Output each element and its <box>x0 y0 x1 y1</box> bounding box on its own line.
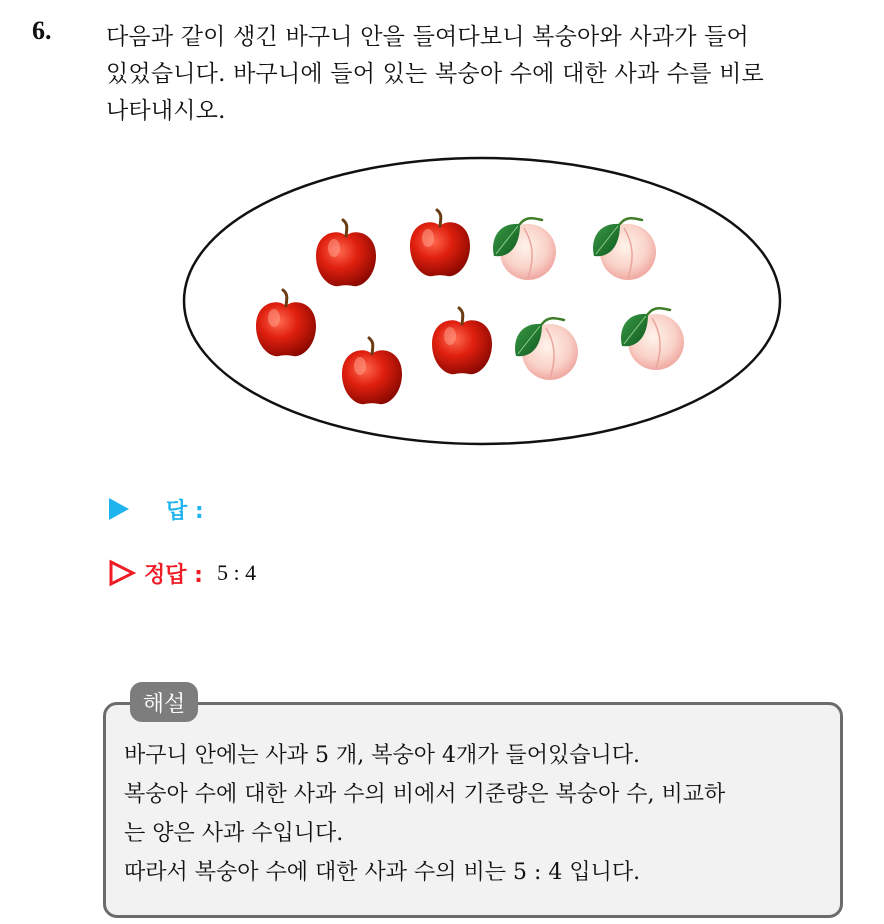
answer-label: 답 : <box>166 498 204 524</box>
explanation-line-3: 는 양은 사과 수입니다. <box>124 821 344 846</box>
basket-figure <box>180 154 784 448</box>
correct-answer-row <box>108 558 256 588</box>
explanation-line-2: 복숭아 수에 대한 사과 수의 비에서 기준량은 복숭아 수, 비교하 <box>124 782 726 807</box>
question-text-line-3: 나타내시오. <box>106 98 226 124</box>
question-number: 6. <box>32 16 52 45</box>
correct-answer-value: 5 : 4 <box>216 560 257 585</box>
explanation-line-4: 따라서 복숭아 수에 대한 사과 수의 비는 5 : 4 입니다. <box>124 860 641 885</box>
answer-row <box>108 494 204 524</box>
explanation-line-1: 바구니 안에는 사과 5 개, 복숭아 4개가 들어있습니다. <box>124 743 640 768</box>
explanation-tab: 해설 <box>130 682 198 722</box>
question-text-line-2: 있었습니다. 바구니에 들어 있는 복숭아 수에 대한 사과 수를 비로 <box>106 61 764 87</box>
question-text-line-1: 다음과 같이 생긴 바구니 안을 들여다보니 복숭아와 사과가 들어 <box>106 24 749 50</box>
correct-answer-label: 정답 : <box>144 562 203 588</box>
answer-arrow-icon <box>108 497 130 521</box>
correct-arrow-outline-icon <box>108 559 136 587</box>
